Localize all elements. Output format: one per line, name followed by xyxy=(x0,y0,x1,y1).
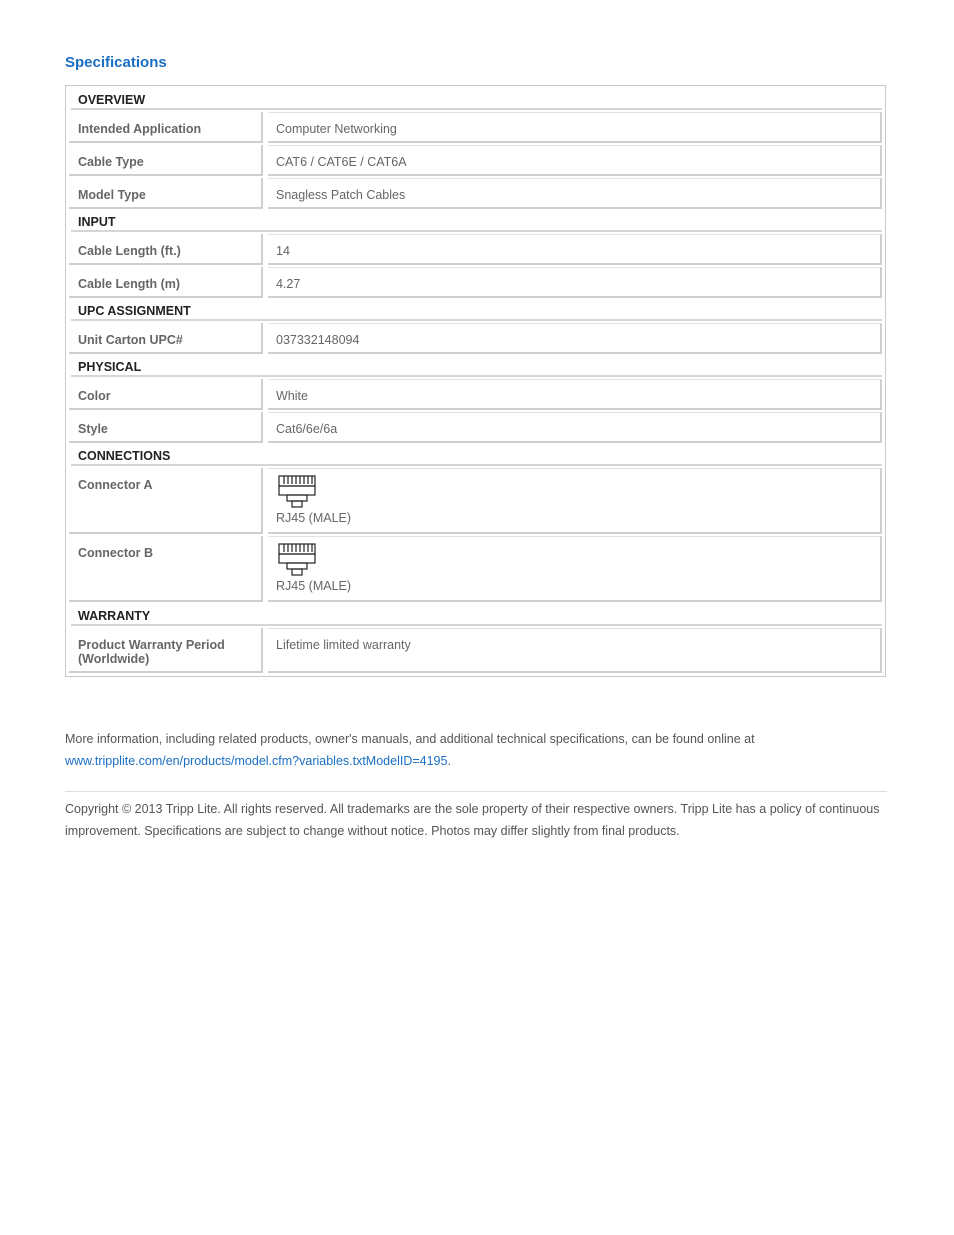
value-connector-a xyxy=(268,468,882,534)
label-cable-type: Cable Type xyxy=(69,145,263,176)
connector-a-type: RJ45 (MALE) xyxy=(276,511,352,525)
section-warranty: WARRANTY xyxy=(71,604,882,626)
section-connections: CONNECTIONS xyxy=(71,444,882,466)
product-page-link[interactable]: www.tripplite.com/en/products/model.cfm?variables.txtModelID=4195 xyxy=(65,754,448,768)
section-overview: OVERVIEW xyxy=(71,88,882,110)
label-warranty-period: Product Warranty Period (Worldwide) xyxy=(69,628,263,673)
specifications-table xyxy=(65,85,886,677)
label-unit-carton-upc: Unit Carton UPC# xyxy=(69,323,263,354)
label-connector-a: Connector A xyxy=(69,468,263,534)
label-connector-b: Connector B xyxy=(69,536,263,602)
value-cable-type: CAT6 / CAT6E / CAT6A xyxy=(268,145,882,176)
value-cable-length-ft: 14 xyxy=(268,234,882,265)
value-cable-length-m: 4.27 xyxy=(268,267,882,298)
section-upc-assignment: UPC ASSIGNMENT xyxy=(71,299,882,321)
more-info-text: More information, including related products, owner's manuals, and additional technical specifications, can be found online at xyxy=(65,732,755,746)
footer-divider xyxy=(65,791,887,792)
value-connector-b xyxy=(268,536,882,602)
value-intended-application: Computer Networking xyxy=(268,112,882,143)
section-input: INPUT xyxy=(71,210,882,232)
label-cable-length-ft: Cable Length (ft.) xyxy=(69,234,263,265)
value-warranty-period: Lifetime limited warranty xyxy=(268,628,882,673)
rj45-connector-icon xyxy=(276,475,318,511)
label-intended-application: Intended Application xyxy=(69,112,263,143)
more-info-paragraph xyxy=(65,728,895,772)
value-color: White xyxy=(268,379,882,410)
label-cable-length-m: Cable Length (m) xyxy=(69,267,263,298)
connector-b-type: RJ45 (MALE) xyxy=(276,579,352,593)
value-style: Cat6/6e/6a xyxy=(268,412,882,443)
value-model-type: Snagless Patch Cables xyxy=(268,178,882,209)
page-title: Specifications xyxy=(65,54,167,71)
link-suffix: . xyxy=(447,754,451,768)
label-color: Color xyxy=(69,379,263,410)
label-model-type: Model Type xyxy=(69,178,263,209)
section-physical: PHYSICAL xyxy=(71,355,882,377)
rj45-connector-icon xyxy=(276,543,318,579)
label-style: Style xyxy=(69,412,263,443)
copyright-text: Copyright © 2013 Tripp Lite. All rights reserved. All trademarks are the sole property of their respective owners. Tripp Lite has a policy of continuous improvement. Specifications are subject to change without notice. Photos may differ slightly from final products. xyxy=(65,802,880,838)
value-unit-carton-upc: 037332148094 xyxy=(268,323,882,354)
